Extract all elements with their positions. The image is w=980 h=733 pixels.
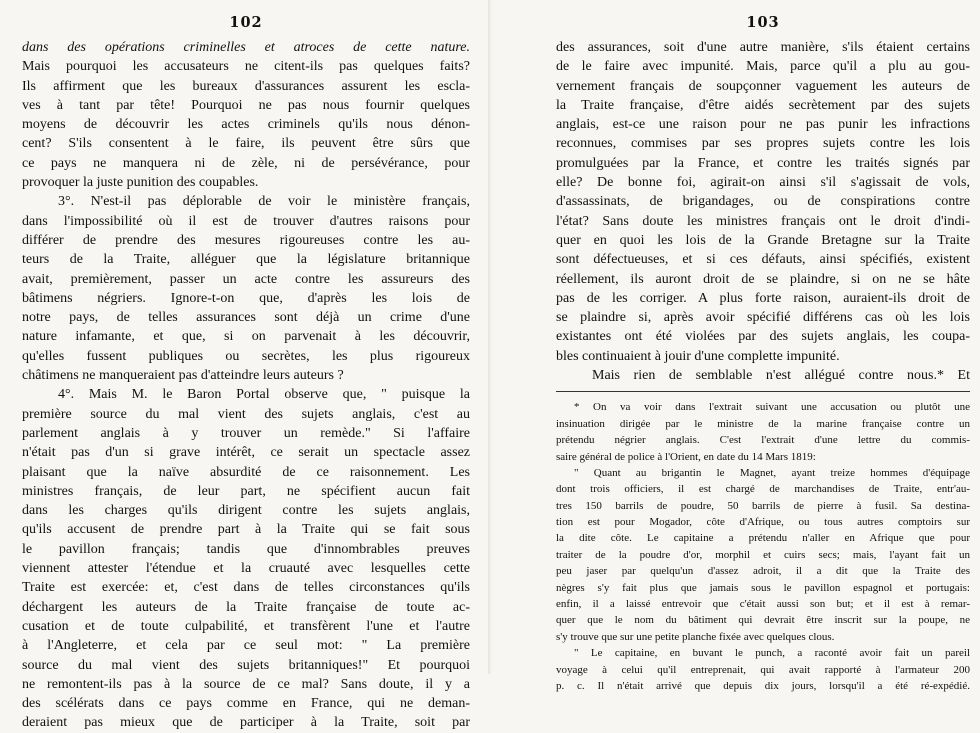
page-number-right: 103	[746, 14, 780, 31]
text-line: des assurances, soit d'une autre manière, s'ils étaient certains	[556, 40, 970, 55]
text-line: déchargent les auteurs de la Traite française de toute ac-	[22, 599, 470, 615]
footnote-line: insinuation dirigée par le ministre de la marine française contre un	[556, 417, 970, 430]
footnote-line: voyage à celui qu'il entreprenait, qui avait rapporté à l'armateur 200	[556, 663, 970, 676]
text-line: d'assassinats, de brigandages, ou de conspirations contre	[556, 194, 970, 210]
footnote-line: " Quant au brigantin le Magnet, ayant treize hommes d'équipage	[574, 466, 970, 479]
text-line: dans les charges qu'ils dirigent contre les sujets anglais,	[22, 503, 470, 519]
text-line: moyens de découvrir les actes criminels qu'ils nous dénon-	[22, 117, 470, 133]
text-line: Ils affirment que les bureaux d'assurances assurent les escla-	[22, 78, 470, 94]
footnote-line: dont trois officiers, il est chargé de marchandises de Traite, entr'au-	[556, 483, 970, 496]
text-line: châtimens ne manqueraient pas d'atteindre leurs auteurs ?	[22, 368, 344, 384]
text-line: 4°. Mais M. le Baron Portal observe que, " puisque la	[58, 387, 470, 403]
footnote-line: saire général de police à l'Orient, en date du 14 Mars 1819:	[556, 450, 816, 463]
text-line: ves à tant par tête! Pourquoi ne pas nous fournir quelques	[22, 97, 470, 113]
text-line: notre pays, de telles assurances sont déjà un crime d'une	[22, 310, 470, 326]
footnote-line: peu jaser par quelqu'un d'assez adroit, il a dit que la Traite des	[556, 565, 970, 578]
text-line: parlement anglais à y trouver un remède." Si l'affaire	[22, 425, 470, 441]
left-page	[0, 0, 490, 731]
text-line: de le faire avec impunité. Mais, parce qu'il a plu au gou-	[556, 59, 970, 75]
text-line: se plaindre si, après avoir spécifié différens cas où les lois	[556, 310, 970, 326]
text-line: pas de les corriger. A plus forte raison, auraient-ils droit de	[556, 290, 970, 306]
footnote-line: enfin, il a laissé entrevoir que c'était aussi son but; et il est à remar-	[556, 598, 970, 611]
text-line: cusation et de toute culpabilité, et transfèrent l'une et l'autre	[22, 618, 470, 634]
text-line: le pavillon français; tandis que d'innombrables preuves	[22, 541, 470, 557]
text-line: reconnues, commises par ses propres sujets contre les lois	[556, 136, 970, 152]
text-line: deraient pas mieux que de participer à la Traite, soit par	[22, 715, 470, 731]
text-line: différer de prendre des mesures rigoureuses contre les au-	[22, 232, 470, 248]
text-line: sont défectueuses, et si ces défauts, ainsi spécifiés, existent	[556, 252, 970, 268]
text-line: source du mal vient des sujets britanniques!" Et pourquoi	[22, 657, 470, 673]
text-line: 3°. N'est-il pas déplorable de voir le ministère français,	[58, 194, 470, 210]
right-body-text	[556, 38, 970, 385]
footnote-line: tres 150 barrils de poudre, 50 barrils de pierre à fusil. Sa destina-	[556, 499, 970, 512]
text-line: avait, premièrement, passer un acte contre les assureurs des	[22, 271, 470, 287]
text-line: plaisant que la naïve absurdité de ce raisonnement. Les	[22, 464, 470, 480]
footnote-line: quer que le nom du bâtiment qui devrait être inscrit sur la poupe, ne	[556, 614, 970, 627]
text-line: existantes ont été violées par des sujets anglais, les coupa-	[556, 329, 970, 345]
text-line: qu'elles fussent publiques ou secrètes, les plus rigoureux	[22, 348, 470, 364]
text-line: ce pays ne manquera ni de zèle, ni de persévérance, pour	[22, 155, 470, 171]
text-line: teurs de la Traite, alléguer que la législature britannique	[22, 252, 470, 268]
footnote-line: tion est pour Mogador, côte d'Afrique, ou tous autres comptoirs sur	[556, 516, 970, 529]
text-line: la Traite française, d'être aidés secrètement par des sujets	[556, 97, 970, 113]
footnote-line: " Le capitaine, en buvant le punch, a raconté avoir fait un pareil	[574, 647, 970, 660]
text-line: Traite est exercée: et, c'est dans de telles circonstances qu'ils	[22, 580, 470, 596]
footnote-line: la dite côte. Le capitaine a prétendu n'aller en Afrique que pour	[556, 532, 970, 545]
footnote-line: nègres s'y fait plus que jamais sous le pavillon espagnol et portugais:	[556, 581, 970, 594]
text-line: qu'ils accusent de prendre part à la Traite qui se fait sous	[22, 522, 470, 538]
text-line: ne remontent-ils pas à la source de ce mal? Sans doute, il y a	[22, 676, 470, 692]
right-page	[490, 0, 980, 692]
text-line: anglais, est-ce une raison pour ne pas punir les infractions	[556, 117, 970, 133]
text-line: bles continuaient à jouir d'une complette impunité.	[556, 348, 840, 364]
text-line: Mais rien de semblable n'est allégué contre nous.* Et	[592, 368, 970, 384]
text-line: nature infamante, et que, si on parvenait à les découvrir,	[22, 329, 470, 345]
text-line: l'état? Sans doute les ministres français ont le droit d'indi-	[556, 213, 970, 229]
text-line: quer en quoi les lois de la Grande Bretagne sur la Traite	[556, 232, 970, 248]
text-line: elle? De bonne foi, agirait-on ainsi s'il s'agissait de vols,	[556, 175, 970, 191]
text-line: des scélérats dans ce pays comme en France, qui ne deman-	[22, 696, 470, 712]
text-line: provoquer la juste punition des coupables.	[22, 175, 259, 191]
text-line: vernement français de soupçonner vaguement les auteurs de	[556, 78, 970, 94]
footnote-line: prétendu négrier anglais. C'est l'extrait d'une lettre du commis-	[556, 434, 970, 447]
text-line: dans des opérations criminelles et atroces de cette nature.	[22, 40, 470, 55]
text-line: première source du mal vient des sujets anglais, c'est au	[22, 406, 470, 422]
text-line: promulguées par la France, et contre les traités signés par	[556, 155, 970, 171]
text-line: ministres français, de leur part, ne spécifient aucun fait	[22, 483, 470, 499]
footnote	[556, 399, 970, 694]
left-body-text	[22, 38, 470, 733]
text-line: cent? S'ils consentent à le faire, ils peuvent être sûrs que	[22, 136, 470, 152]
text-line: réellement, ils auront droit de se plaindre, si on ne se hâte	[556, 271, 970, 287]
text-line: à l'Angleterre, et cela par ce seul mot: " La première	[22, 638, 470, 654]
footnote-line: p. c. Il n'était arrivé que depuis dix jours, lorsqu'il a été ré-expédié.	[556, 679, 970, 692]
text-line: Mais pourquoi les accusateurs ne citent-ils pas quelques faits?	[22, 59, 470, 75]
footnote-rule	[556, 391, 970, 392]
page-number-left: 102	[229, 14, 263, 31]
text-line: viennent attester l'étendue et la cruauté avec lesquelles cette	[22, 561, 470, 577]
text-line: bâtimens négriers. Ignore-t-on que, d'après les lois de	[22, 290, 470, 306]
text-line: n'était pas d'un si grave intérêt, ce serait un spectacle assez	[22, 445, 470, 461]
footnote-line: s'y trouve que sur une petite planche fixée avec quelques clous.	[556, 630, 835, 643]
footnote-line: traiter de la poudre d'or, morphil et cuirs secs; mais, l'ayant fait un	[556, 548, 970, 561]
footnote-line: * On va voir dans l'extrait suivant une accusation ou plutôt une	[574, 401, 970, 414]
text-line: dans l'impossibilité où il est de trouver d'autres raisons pour	[22, 213, 470, 229]
